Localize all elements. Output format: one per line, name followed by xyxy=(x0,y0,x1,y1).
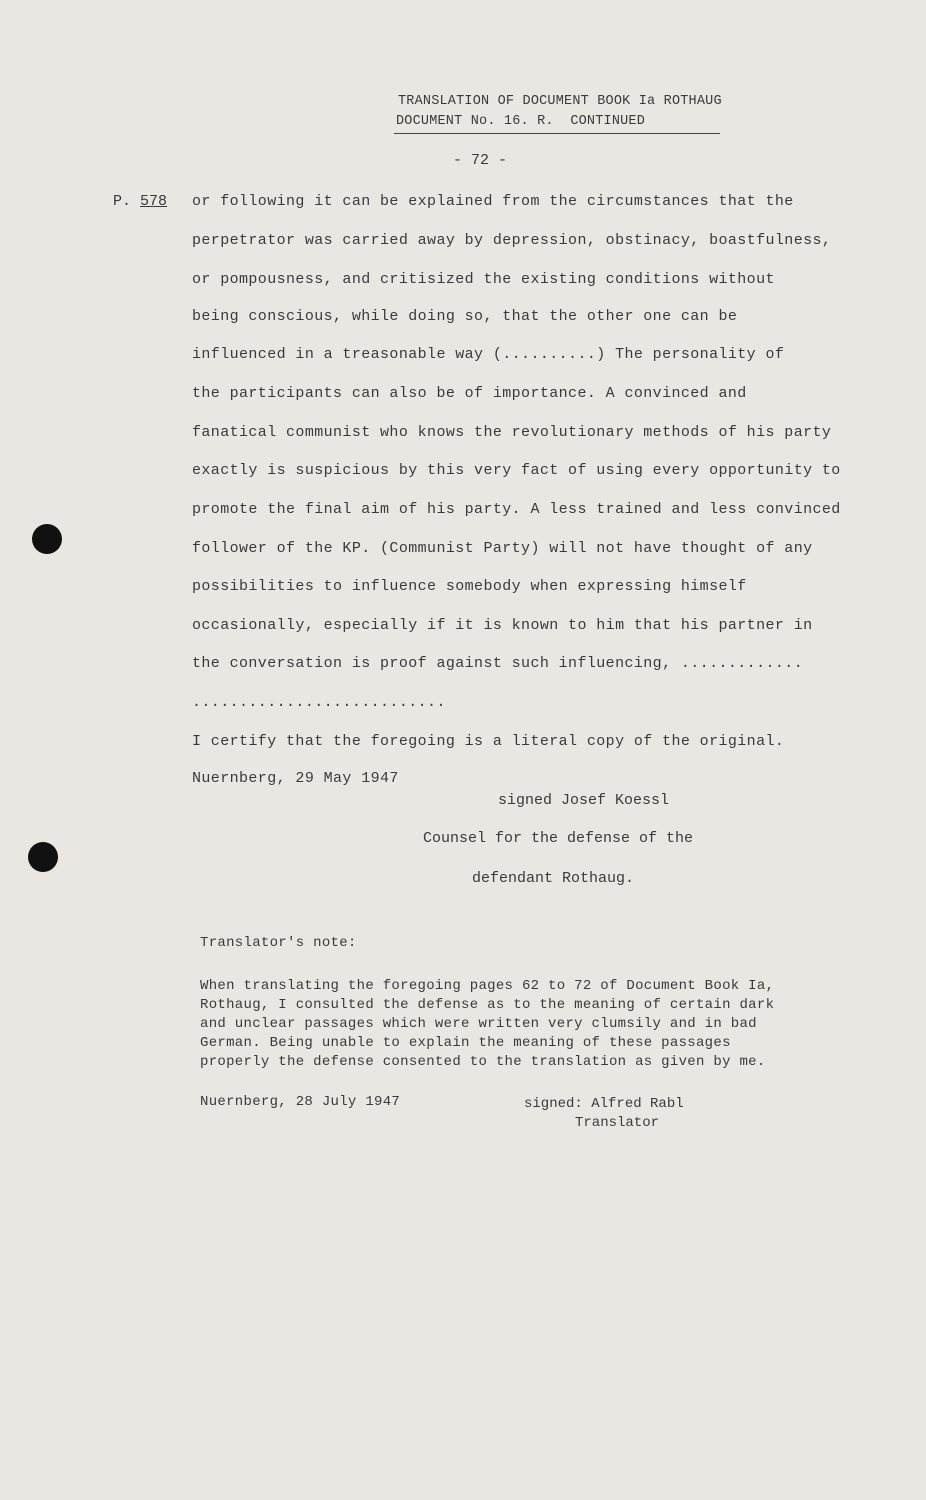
punch-hole xyxy=(32,524,62,554)
body-line: or following it can be explained from the circumstances that the xyxy=(192,193,794,210)
page-number: - 72 - xyxy=(453,152,508,169)
body-line: being conscious, while doing so, that the other one can be xyxy=(192,308,738,325)
body-line: occasionally, especially if it is known to him that his partner in xyxy=(192,617,813,634)
body-line: influenced in a treasonable way (..........) The personality of xyxy=(192,346,785,363)
punch-hole xyxy=(28,842,58,872)
certification-statement: I certify that the foregoing is a literal copy of the original. xyxy=(192,733,785,750)
body-line: the conversation is proof against such influencing, ............. xyxy=(192,655,804,672)
translator-note-line: When translating the foregoing pages 62 to 72 of Document Book Ia, xyxy=(200,978,775,994)
body-line: perpetrator was carried away by depression, obstinacy, boastfulness, xyxy=(192,232,832,249)
translator-note-heading: Translator's note: xyxy=(200,935,357,951)
body-line: follower of the KP. (Communist Party) will not have thought of any xyxy=(192,540,813,557)
certification-signed: signed Josef Koessl xyxy=(498,792,670,809)
translator-title: Translator xyxy=(575,1115,660,1131)
body-line: promote the final aim of his party. A less trained and less convinced xyxy=(192,501,841,518)
translator-signed: signed: Alfred Rabl xyxy=(524,1096,684,1112)
body-line: fanatical communist who knows the revolutionary methods of his party xyxy=(192,424,832,441)
certification-place-date: Nuernberg, 29 May 1947 xyxy=(192,770,399,787)
translator-note-line: German. Being unable to explain the meaning of these passages xyxy=(200,1035,731,1051)
document-header-line2: DOCUMENT No. 16. R. CONTINUED xyxy=(396,114,646,129)
body-line: exactly is suspicious by this very fact of using every opportunity to xyxy=(192,462,841,479)
translator-place-date: Nuernberg, 28 July 1947 xyxy=(200,1094,401,1110)
certification-title1: Counsel for the defense of the xyxy=(423,830,694,847)
body-line: ........................... xyxy=(192,694,446,711)
certification-title2: defendant Rothaug. xyxy=(472,870,635,887)
translator-note-line: Rothaug, I consulted the defense as to the meaning of certain dark xyxy=(200,997,775,1013)
body-line: or pompousness, and critisized the existing conditions without xyxy=(192,271,775,288)
margin-ref-number: 578 xyxy=(140,193,168,210)
translator-note-line: and unclear passages which were written very clumsily and in bad xyxy=(200,1016,757,1032)
document-header-line1: TRANSLATION OF DOCUMENT BOOK Ia ROTHAUG xyxy=(398,94,722,109)
margin-ref-prefix: P. xyxy=(113,193,132,210)
body-line: possibilities to influence somebody when expressing himself xyxy=(192,578,747,595)
header-underline xyxy=(394,133,720,134)
translator-note-line: properly the defense consented to the translation as given by me. xyxy=(200,1054,766,1070)
body-line: the participants can also be of importance. A convinced and xyxy=(192,385,747,402)
margin-reference xyxy=(113,193,167,210)
